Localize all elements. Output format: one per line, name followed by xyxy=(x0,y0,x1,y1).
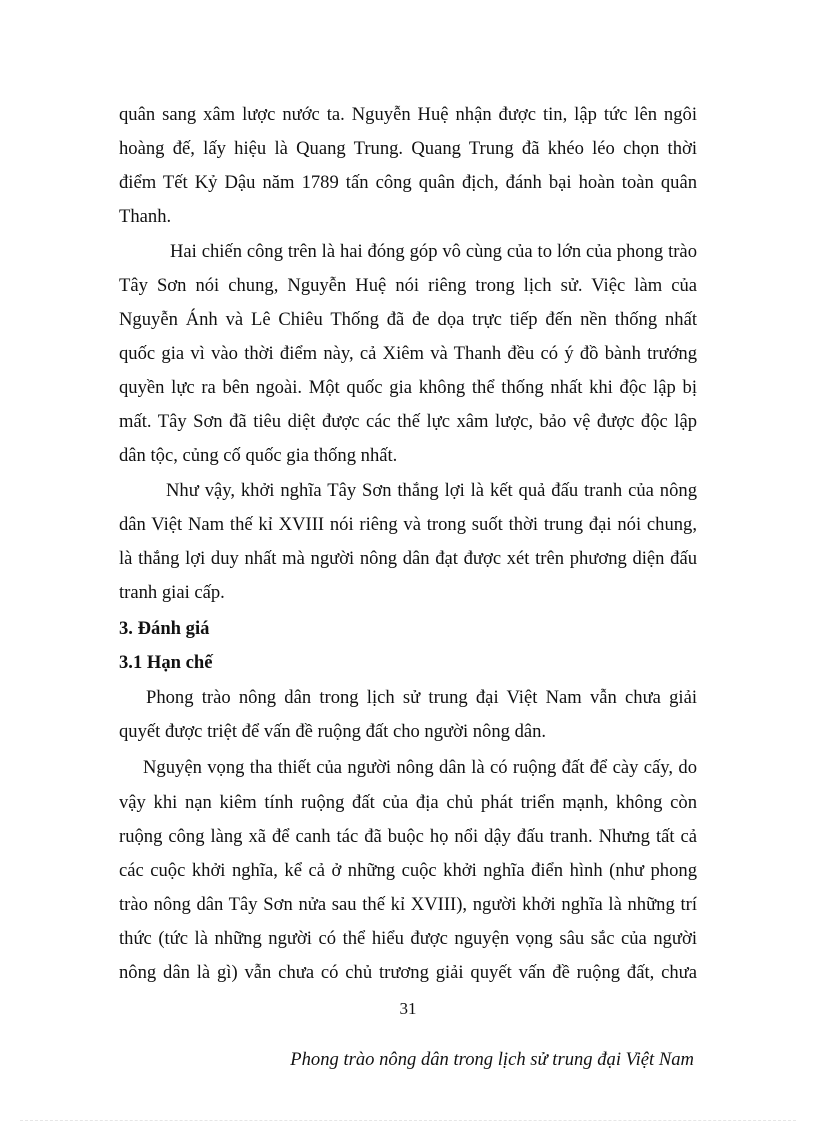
paragraph-3-line-3: là thắng lợi duy nhất mà người nông dân đạt được xét trên phương diện đấu xyxy=(119,548,697,569)
paragraph-2-line-4: quốc gia vì vào thời điểm này, cả Xiêm và Thanh đều có ý đồ bành trướng xyxy=(119,343,697,364)
running-footer: Phong trào nông dân trong lịch sử trung đại Việt Nam xyxy=(290,1049,694,1070)
subsection-heading: 3.1 Hạn chế xyxy=(119,652,213,673)
paragraph-5-line-2: vậy khi nạn kiêm tính ruộng đất của địa chủ phát triển mạnh, không còn xyxy=(119,792,697,813)
paragraph-1-line-1: quân sang xâm lược nước ta. Nguyễn Huệ nhận được tin, lập tức lên ngôi xyxy=(119,104,697,125)
paragraph-5-line-4: các cuộc khởi nghĩa, kể cả ở những cuộc khởi nghĩa điển hình (như phong xyxy=(119,860,697,881)
paragraph-2-line-2: Tây Sơn nói chung, Nguyễn Huệ nói riêng trong lịch sử. Việc làm của xyxy=(119,275,697,296)
paragraph-5-line-5: trào nông dân Tây Sơn nửa sau thế kỉ XVIII), người khởi nghĩa là những trí xyxy=(119,894,697,915)
paragraph-5-line-6: thức (tức là những người có thể hiểu được nguyện vọng sâu sắc của người xyxy=(119,928,697,949)
paragraph-5-line-7: nông dân là gì) vẫn chưa có chủ trương giải quyết vấn đề ruộng đất, chưa xyxy=(119,962,697,983)
paragraph-1-line-4: Thanh. xyxy=(119,206,172,227)
paragraph-4-line-2: quyết được triệt để vấn đề ruộng đất cho người nông dân. xyxy=(119,721,547,742)
paragraph-2-line-1: Hai chiến công trên là hai đóng góp vô cùng của to lớn của phong trào xyxy=(170,241,697,262)
page-bottom-rule xyxy=(20,1120,796,1121)
paragraph-2-line-3: Nguyễn Ánh và Lê Chiêu Thống đã đe dọa trực tiếp đến nền thống nhất xyxy=(119,309,697,330)
paragraph-4-line-1: Phong trào nông dân trong lịch sử trung đại Việt Nam vẫn chưa giải xyxy=(146,687,697,708)
section-heading: 3. Đánh giá xyxy=(119,618,210,639)
paragraph-2-line-6: mất. Tây Sơn đã tiêu diệt được các thế lực xâm lược, bảo vệ được độc lập xyxy=(119,411,697,432)
page-number: 31 xyxy=(399,999,417,1018)
paragraph-3-line-4: tranh giai cấp. xyxy=(119,582,225,603)
paragraph-5-line-3: ruộng công làng xã để canh tác đã buộc họ nổi dậy đấu tranh. Nhưng tất cả xyxy=(119,826,697,847)
paragraph-5-line-1: Nguyện vọng tha thiết của người nông dân là có ruộng đất để cày cấy, do xyxy=(143,757,697,778)
paragraph-2-line-5: quyền lực ra bên ngoài. Một quốc gia không thể thống nhất khi độc lập bị xyxy=(119,377,697,398)
paragraph-3-line-1: Như vậy, khởi nghĩa Tây Sơn thắng lợi là kết quả đấu tranh của nông xyxy=(166,480,697,501)
paragraph-1-line-2: hoàng đế, lấy hiệu là Quang Trung. Quang Trung đã khéo léo chọn thời xyxy=(119,138,697,159)
paragraph-2-line-7: dân tộc, củng cố quốc gia thống nhất. xyxy=(119,445,398,466)
paragraph-3-line-2: dân Việt Nam thế kỉ XVIII nói riêng và trong suốt thời trung đại nói chung, xyxy=(119,514,697,535)
paragraph-1-line-3: điểm Tết Kỷ Dậu năm 1789 tấn công quân địch, đánh bại hoàn toàn quân xyxy=(119,172,697,193)
